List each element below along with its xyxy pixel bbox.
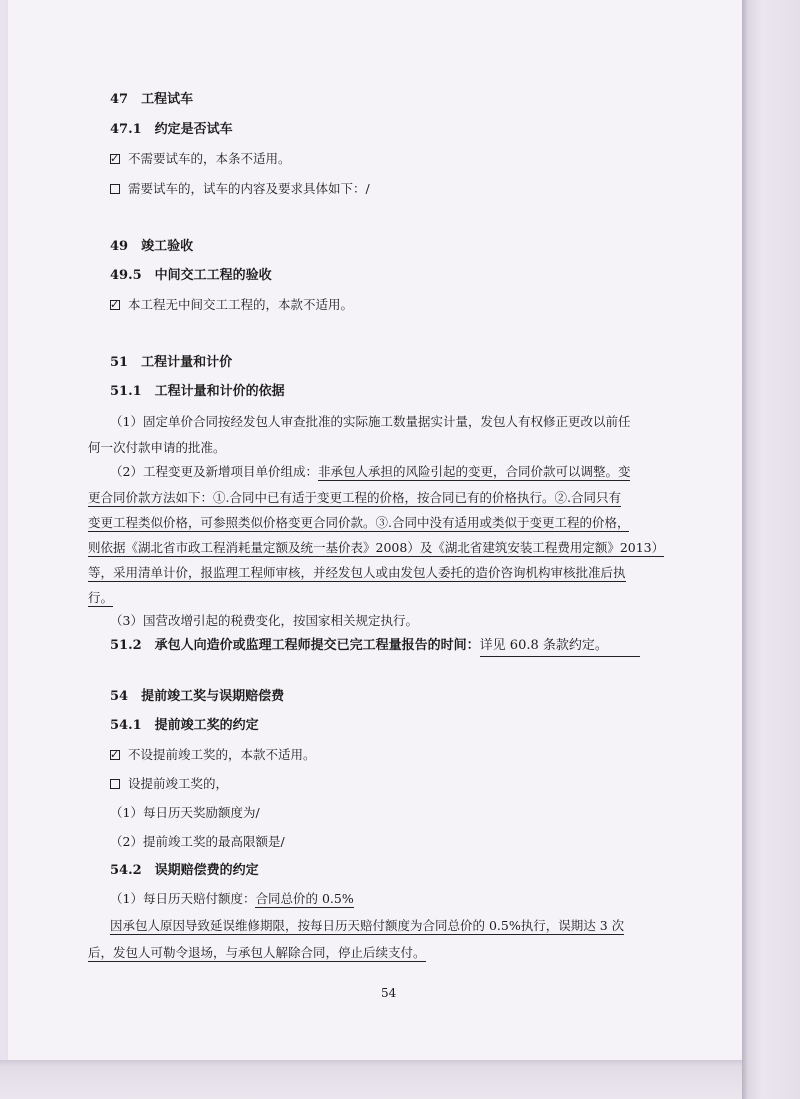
section-51-1-title: 51.1 工程计量和计价的依据 (110, 384, 285, 399)
delay-note-line-1 (110, 917, 624, 935)
checkbox-checked-icon (110, 300, 120, 310)
paragraph-2-line-5 (88, 564, 626, 582)
option-label: 不需要试车的，本条不适用。 (128, 151, 291, 166)
section-47-1-title: 47.1 约定是否试车 (110, 122, 233, 137)
delay-rate (110, 890, 354, 908)
item-value: / (255, 805, 260, 820)
option-no-intermediate (110, 296, 353, 314)
checkbox-empty-icon (110, 184, 120, 194)
option-no-trial-run (110, 150, 291, 168)
underlined-text: 等，采用清单计价，报监理工程师审核，并经发包人或由发包人委托的造价咨询机构审核批准后执 (88, 565, 626, 580)
checkbox-checked-icon (110, 750, 120, 760)
option-label: 不设提前竣工奖的，本款不适用。 (128, 747, 316, 762)
underlined-text: 后，发包人可勒令退场，与承包人解除合同，停止后续支付。 (88, 945, 426, 960)
bonus-item-2 (110, 833, 285, 851)
paragraph-1-line-1: （1）固定单价合同按经发包人审查批准的实际施工数量据实计量，发包人有权修正更改以前任 (110, 414, 631, 429)
section-51-2-value: 详见 60.8 条款约定。 (480, 637, 640, 657)
underlined-text: 因承包人原因导致延误维修期限，按每日历天赔付额度为合同总价的 0.5%执行，误期达 3 次 (110, 918, 625, 933)
paragraph-2-line-3 (88, 514, 629, 532)
section-51-2-title: 51.2 承包人向造价或监理工程师提交已完工程量报告的时间： (110, 638, 480, 653)
checkbox-checked-icon (110, 154, 120, 164)
paragraph-2-line-2 (88, 489, 621, 507)
option-label: 设提前竣工奖的， (128, 776, 229, 791)
page-edge (742, 0, 800, 1099)
delay-note-line-2 (88, 944, 426, 962)
underlined-text: 变更工程类似价格，可参照类似价格变更合同价款。③.合同中没有适用或类似于变更工程的价格， (88, 515, 630, 530)
paragraph-2-line-6 (88, 589, 113, 607)
paragraph-2-underlined: 非承包人承担的风险引起的变更，合同价款可以调整。变 (317, 464, 631, 479)
item-label: （2）提前竣工奖的最高限额是 (110, 834, 281, 849)
option-label: 本工程无中间交工工程的，本款不适用。 (128, 297, 354, 312)
section-49-5-title: 49.5 中间交工工程的验收 (110, 268, 272, 283)
paragraph-1-line-2: 何一次付款申请的批准。 (88, 440, 226, 455)
option-bonus (110, 775, 228, 793)
section-47-title: 47 工程试车 (110, 92, 194, 107)
paragraph-2-line-1 (110, 463, 630, 481)
checkbox-empty-icon (110, 779, 120, 789)
underlined-text: 则依据《湖北省市政工程消耗量定额及统一基价表》2008）及《湖北省建筑安装工程费用定额》2013） (88, 540, 665, 555)
section-49-title: 49 竣工验收 (110, 239, 194, 254)
section-51-title: 51 工程计量和计价 (110, 355, 233, 370)
rate-label: （1）每日历天赔付额度： (110, 891, 256, 906)
paragraph-3: （3）国营改增引起的税费变化，按国家相关规定执行。 (110, 613, 418, 628)
rate-value: 合同总价的 0.5% (255, 891, 354, 906)
section-54-title: 54 提前竣工奖与误期赔偿费 (110, 689, 285, 704)
page-number: 54 (381, 986, 397, 1000)
item-label: （1）每日历天奖励额度为 (110, 805, 256, 820)
underlined-text: 行。 (88, 590, 114, 605)
option-label: 需要试车的，试车的内容及要求具体如下： (128, 181, 366, 196)
section-54-1-title: 54.1 提前竣工奖的约定 (110, 718, 259, 733)
paragraph-2-line-4 (88, 539, 664, 557)
option-no-bonus (110, 746, 316, 764)
paragraph-2-prefix: （2）工程变更及新增项目单价组成： (110, 464, 318, 479)
option-value: / (365, 181, 370, 196)
section-51-2 (110, 637, 640, 657)
item-value: / (280, 834, 285, 849)
page-bottom-edge (0, 1060, 742, 1099)
section-54-2-title: 54.2 误期赔偿费的约定 (110, 863, 259, 878)
underlined-text: 更合同价款方法如下：①.合同中已有适于变更工程的价格，按合同已有的价格执行。②.合同只有 (88, 490, 621, 505)
bonus-item-1 (110, 804, 260, 822)
option-trial-run (110, 180, 370, 198)
